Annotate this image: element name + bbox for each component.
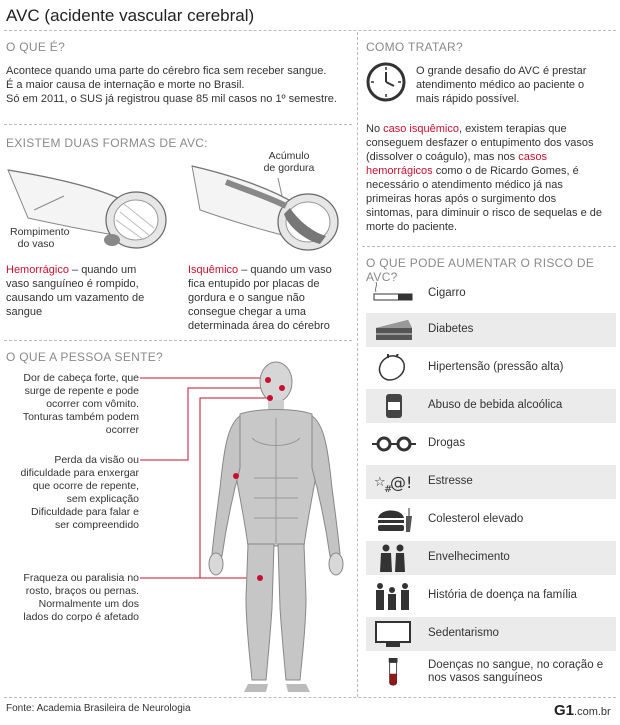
what-heading: O QUE É? (6, 40, 66, 54)
divider-right-1 (362, 246, 616, 247)
risk-label: Diabetes (428, 323, 474, 335)
treat-text: , existem terapias que (458, 123, 567, 135)
svg-text:#: # (384, 484, 393, 495)
treat-intro-line: atendimento médico ao paciente o (416, 79, 585, 91)
isq-line: fica entupido por placas de (188, 278, 320, 290)
treat-text: conseguem desfazer o entupimento dos vasos (366, 137, 594, 149)
symptom-line: Normalmente um dos (38, 598, 139, 610)
treat-text: (dissolver o coágulo), mas nos (366, 151, 519, 163)
what-line: É a maior causa de internação e morte no Brasil. (6, 79, 245, 91)
risk-label: Envelhecimento (428, 551, 510, 563)
risk-item (366, 389, 616, 423)
risk-label-line: nos vasos sanguíneos (428, 672, 543, 684)
treat-text: sintomas, para diminuir o risco de sequelas e de (366, 207, 603, 219)
risk-label: Estresse (428, 475, 473, 487)
brand-logo-mark: G1 (554, 702, 575, 719)
isq-line: – quando um vaso (238, 264, 332, 276)
risk-label: Hipertensão (pressão alta) (428, 361, 564, 373)
treat-text: primeiras horas após o surgimento dos (366, 193, 557, 205)
fat-label (258, 150, 320, 174)
risk-label: Colesterol elevado (428, 513, 524, 525)
isq-line: consegue chegar a uma (188, 306, 307, 318)
symptom-weakness (6, 572, 139, 624)
treat-text: morte do paciente. (366, 221, 458, 233)
blood-tube-icon (372, 658, 416, 686)
symptom-line: rosto, braços ou pernas. (25, 585, 139, 597)
risk-item (366, 465, 616, 499)
risk-heading: O QUE PODE AUMENTAR O RISCO DE AVC? (366, 256, 595, 284)
ischemic-term: Isquêmico (188, 264, 239, 276)
hemo-line: vaso sanguíneo é rompido, (6, 278, 139, 290)
risk-label: Abuso de bebida alcoólica (428, 399, 563, 411)
risk-item (366, 427, 616, 461)
divider-left-2 (4, 340, 352, 341)
hemo-line: sangue (6, 306, 43, 318)
treat-text: No (366, 123, 384, 135)
svg-text:@!: @! (390, 473, 413, 492)
symptom-headache (6, 372, 139, 437)
treat-body (366, 122, 616, 234)
treat-intro-line: mais rápido possível. (416, 93, 520, 105)
rupture-label-line: do vaso (17, 238, 55, 250)
risk-label: História de doença na família (428, 589, 577, 601)
heart-icon (372, 354, 416, 382)
treat-highlight: caso isquêmico (383, 123, 459, 135)
symptom-line: Dor de cabeça forte, que (23, 372, 139, 384)
treat-text: como o de Ricardo Gomes, é (432, 165, 579, 177)
hemorrhagic-description (6, 263, 176, 319)
risk-item (366, 541, 616, 575)
risk-label: Cigarro (428, 287, 466, 299)
burger-icon (372, 506, 416, 534)
risk-label: Sedentarismo (428, 627, 499, 639)
symptom-line: surge de repente e pode (24, 385, 139, 397)
family-icon (372, 582, 416, 610)
treat-highlight: hemorrágicos (366, 165, 433, 177)
what-line: Só em 2011, o SUS já registrou quase 85 mil casos no 1º semestre. (6, 93, 337, 105)
risk-item (366, 579, 616, 613)
symptom-line: ser compreendido (54, 519, 139, 531)
divider-bottom (4, 697, 616, 698)
symptom-line: Dificuldade para falar e (31, 506, 139, 518)
feel-heading: O QUE A PESSOA SENTE? (6, 350, 164, 364)
treat-intro (416, 64, 616, 106)
treat-text: necessário o atendimento médico já nas (366, 179, 563, 191)
cigarette-icon (372, 280, 416, 308)
fat-label-line: de gordura (263, 162, 315, 174)
symptom-line: sem explicação (66, 493, 139, 505)
fat-label-line: Acúmulo (268, 150, 310, 162)
human-body-illustration (140, 358, 356, 696)
brand-domain: .com.br (574, 706, 611, 718)
symptom-line: Perda da visão ou (54, 454, 139, 466)
symptom-line: dificuldade para enxergar (20, 467, 139, 479)
treat-heading: COMO TRATAR? (366, 40, 463, 54)
symptom-line: que ocorre de repente, (32, 480, 139, 492)
risk-item (366, 655, 616, 693)
risk-item (366, 313, 616, 347)
rupture-label-line: Rompimento (10, 226, 70, 238)
risk-label (428, 659, 603, 685)
what-text (6, 64, 351, 106)
page-title: AVC (acidente vascular cerebral) (6, 6, 255, 25)
risk-item (366, 617, 616, 651)
clogged-vessel-illustration (186, 160, 352, 256)
forms-heading: EXISTEM DUAS FORMAS DE AVC: (6, 136, 208, 150)
elderly-couple-icon (372, 544, 416, 572)
rupture-label (10, 226, 70, 250)
handcuffs-icon (372, 430, 416, 458)
clock-icon (366, 62, 406, 102)
treat-highlight: casos (518, 151, 547, 163)
svg-text:☆: ☆ (374, 475, 386, 490)
source-note: Fonte: Academia Brasileira de Neurologia (6, 703, 191, 714)
tv-icon (372, 620, 416, 648)
divider-top (4, 30, 616, 31)
treat-intro-line: O grande desafio do AVC é prestar (416, 65, 587, 77)
divider-vertical (357, 32, 358, 697)
hemorrhagic-term: Hemorrágico (6, 264, 69, 276)
hemo-line: causando um vazamento de (6, 292, 145, 304)
divider-left-1 (4, 124, 352, 125)
risk-item (366, 503, 616, 537)
symptom-line: Fraqueza ou paralisia no (23, 572, 139, 584)
ischemic-description (188, 263, 353, 333)
can-icon (372, 392, 416, 420)
swear-symbols-icon (372, 468, 416, 496)
cake-icon (372, 316, 416, 344)
symptom-line: Tonturas também podem (22, 411, 139, 423)
isq-line: determinada área do cérebro (188, 320, 330, 332)
symptom-vision (6, 454, 139, 532)
what-line: Acontece quando uma parte do cérebro fica sem receber sangue. (6, 65, 327, 77)
hemo-line: – quando um (68, 264, 137, 276)
symptom-line: lados do corpo é afetado (23, 611, 139, 623)
risk-item (366, 277, 616, 311)
brand-logo (554, 702, 611, 719)
risk-item (366, 351, 616, 385)
isq-line: gordura e o sangue não (188, 292, 305, 304)
symptom-line: ocorrer (105, 424, 139, 436)
risk-label-line: Doenças no sangue, no coração e (428, 659, 604, 671)
symptom-line: ocorrer com vômito. (46, 398, 139, 410)
risk-label: Drogas (428, 437, 466, 449)
